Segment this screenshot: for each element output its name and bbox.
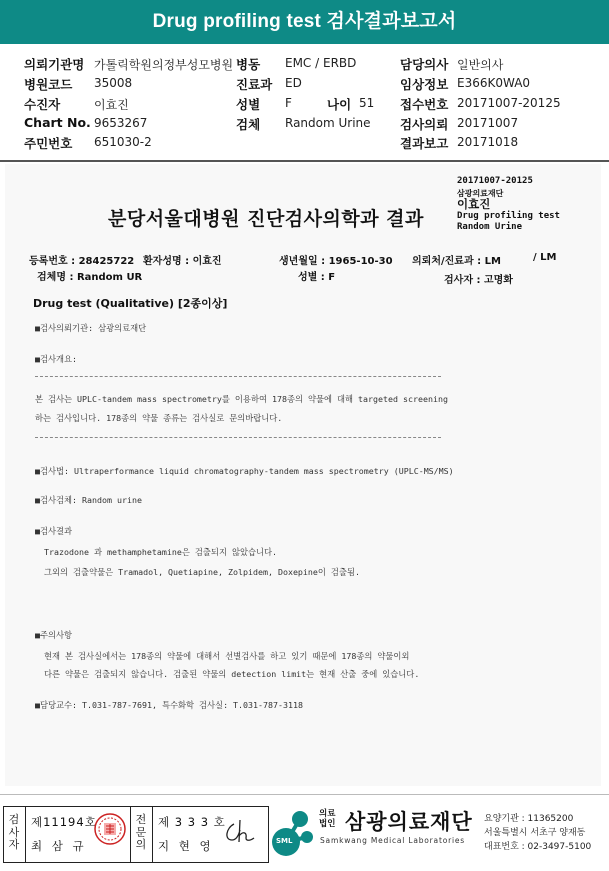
section-title: Drug test (Qualitative) [2종이상] xyxy=(33,297,228,310)
footer-divider xyxy=(0,794,609,795)
sig-divider-3 xyxy=(152,806,153,862)
stamp-specimen: Random Urine xyxy=(457,222,523,232)
sig-divider-1 xyxy=(25,806,26,862)
address: 서울특별시 서초구 양재동 xyxy=(484,828,586,838)
examiner-seal xyxy=(93,812,127,846)
label-ward: 병동 xyxy=(236,57,261,72)
overview-line-1: 본 검사는 UPLC-tandem mass spectrometry를 이용하여 178종의 약물에 대해 targeted screening xyxy=(35,394,448,404)
requesting-dept: 의뢰처/진료과 : LM xyxy=(412,256,501,267)
label-department: 진료과 xyxy=(236,77,273,92)
caution-line-2: 다른 약물은 검출되지 않습니다. 검출된 약물의 detection limit는 현재 산출 중에 있습니다. xyxy=(44,669,420,679)
value-resident-no: 651030-2 xyxy=(94,135,152,149)
value-hospital-code: 35008 xyxy=(94,76,133,90)
result-line-1: Trazodone 과 methamphetamine은 검출되지 않았습니다. xyxy=(44,547,278,557)
sml-logo-icon xyxy=(270,808,318,858)
overview-heading: ■검사개요: xyxy=(35,354,78,364)
stamp-accession: 20171007-20125 xyxy=(457,176,533,186)
institution-code: 요양기관 : 11365200 xyxy=(484,814,574,824)
report-banner-title: Drug profiling test 검사결과보고서 xyxy=(0,0,609,44)
stamp-test: Drug profiling test xyxy=(457,210,560,221)
label-request-date: 검사의뢰 xyxy=(400,117,449,132)
patient-name: 환자성명 : 이효진 xyxy=(143,256,222,267)
examiner-license-no: 제11194호 xyxy=(31,815,97,829)
value-accession-no: 20171007-20125 xyxy=(457,96,561,110)
registration-no: 등록번호 : 28425722 xyxy=(29,256,135,267)
value-age: 51 xyxy=(359,96,375,110)
specimen-name: 검체명 : Random UR xyxy=(37,272,143,283)
value-sex: F xyxy=(285,96,292,110)
seal-icon xyxy=(93,812,127,846)
specialist-label: 전 문 의 xyxy=(135,813,147,851)
label-accession-no: 접수번호 xyxy=(400,97,449,112)
label-chart-no: Chart No. xyxy=(24,115,91,130)
specialist-license-no: 제 3 3 3 호 xyxy=(158,815,226,829)
overview-line-2: 하는 검사입니다. 178종의 약물 종류는 검사실로 문의바랍니다. xyxy=(35,413,283,423)
label-sex: 성별 xyxy=(236,97,261,112)
divider-bottom xyxy=(35,437,441,438)
phone: 대표번호 : 02-3497-5100 xyxy=(484,842,592,852)
label-resident-no: 주민번호 xyxy=(24,136,73,151)
specialist-signature xyxy=(222,814,262,848)
foundation-name-en: Samkwang Medical Laboratories xyxy=(320,836,465,845)
result-line-2: 그외의 검출약물은 Tramadol, Quetiapine, Zolpidem, Doxepine이 검출됨. xyxy=(44,567,360,577)
label-report-date: 결과보고 xyxy=(400,136,449,151)
value-ward: EMC / ERBD xyxy=(285,56,357,70)
stamp-patient-name: 이효진 xyxy=(457,197,491,211)
contact-info: ■담당교수: T.031-787-7691, 특수화학 검사실: T.031-787-3118 xyxy=(35,700,303,710)
report-title: 분당서울대병원 진단검사의학과 결과 xyxy=(108,208,424,230)
label-clinical-info: 임상정보 xyxy=(400,77,449,92)
requesting-lab: ■검사의뢰기관: 삼광의료재단 xyxy=(35,323,147,333)
value-clinical-info: E366K0WA0 xyxy=(457,76,531,90)
foundation-name: 삼광의료재단 xyxy=(345,810,473,834)
stamp-lab: 삼광의료재단 xyxy=(457,188,504,198)
result-heading: ■검사결과 xyxy=(35,526,73,536)
examiner-label: 검 사 자 xyxy=(8,813,20,851)
value-doctor: 일반의사 xyxy=(457,58,504,72)
value-requester: 가톨릭학원의정부성모병원 xyxy=(94,58,234,72)
label-age: 나이 xyxy=(327,97,352,112)
caution-line-1: 현재 본 검사실에서는 178종의 약물에 대해서 선별검사를 하고 있기 때문에 178종의 약물이외 xyxy=(44,651,410,661)
logo-small-text: SML xyxy=(276,837,293,845)
label-requester: 의뢰기관명 xyxy=(24,57,85,72)
value-chart-no: 9653267 xyxy=(94,116,148,130)
sig-divider-2 xyxy=(130,806,131,862)
requesting-dept-2: / LM xyxy=(533,252,557,263)
row-1 xyxy=(24,55,84,73)
value-specimen: Random Urine xyxy=(285,116,371,130)
receipt-stamp xyxy=(457,176,575,238)
label-specimen: 검체 xyxy=(236,117,261,132)
label-hospital-code: 병원코드 xyxy=(24,77,73,92)
examiner: 검사자 : 고명화 xyxy=(444,275,513,286)
label-patient: 수진자 xyxy=(24,97,61,112)
specialist-name: 지 현 영 xyxy=(158,839,214,853)
value-department: ED xyxy=(285,76,302,90)
value-patient: 이효진 xyxy=(94,98,129,112)
corp-label: 의료법인 xyxy=(319,809,336,829)
specimen-line: ■검사검체: Random urine xyxy=(35,495,142,505)
divider-top xyxy=(35,376,441,377)
examiner-name: 최 삼 규 xyxy=(31,839,87,853)
value-request-date: 20171007 xyxy=(457,116,519,130)
value-report-date: 20171018 xyxy=(457,135,519,149)
sml-logo xyxy=(270,808,318,858)
label-doctor: 담당의사 xyxy=(400,57,449,72)
caution-heading: ■주의사항 xyxy=(35,630,73,640)
signature-icon xyxy=(222,814,262,848)
sex: 성별 : F xyxy=(298,272,336,283)
method: ■검사법: Ultraperformance liquid chromatography-tandem mass spectrometry (UPLC-MS/MS) xyxy=(35,466,454,476)
date-of-birth: 생년월일 : 1965-10-30 xyxy=(279,256,393,267)
header-divider xyxy=(0,160,609,162)
